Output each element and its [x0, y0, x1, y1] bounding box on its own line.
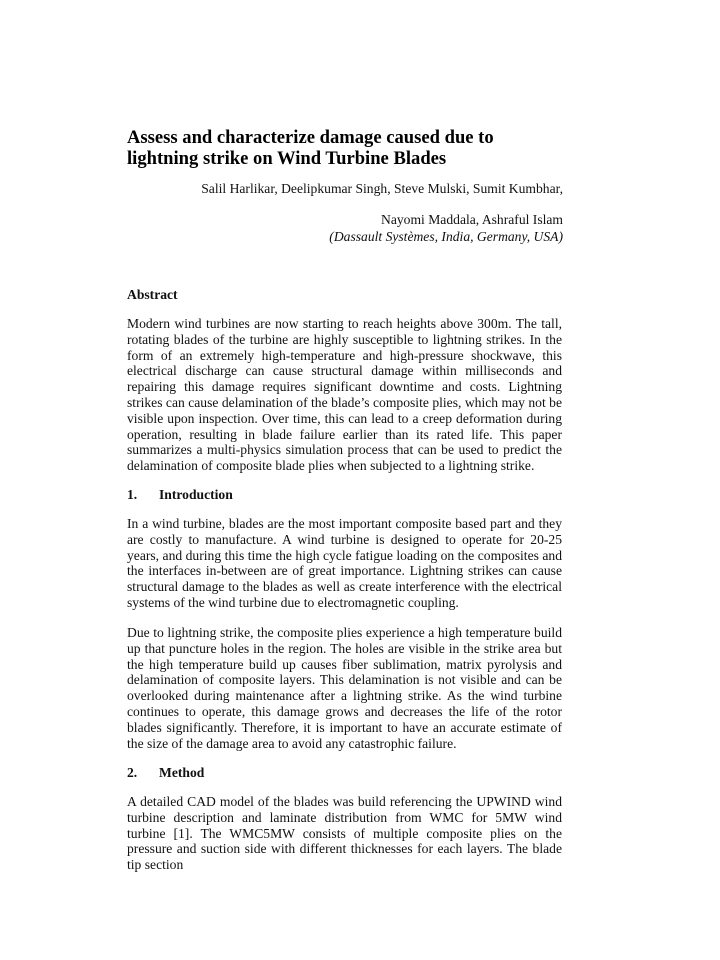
section-title: Method: [159, 765, 205, 780]
authors-line-2: Nayomi Maddala, Ashraful Islam: [381, 212, 563, 227]
section-heading-introduction: [127, 486, 233, 503]
abstract-text: Modern wind turbines are now starting to reach heights above 300m. The tall, rotating blades of the turbine are highly susceptible to lightning strikes. In the form of an extremely high-temperature and high-pressure shockwave, this electrical discharge can cause structural damage within milliseconds and repairing this damage requires significant downtime and costs. Lightning strikes can cause delamination of the blade’s composite plies, which may not be visible upon inspection. Over time, this can lead to a creep deformation during operation, resulting in blade failure earlier than its rated life. This paper summarizes a multi-physics simulation process that can be used to predict the delamination of composite blade plies when subjected to a lightning strike.: [127, 316, 562, 474]
affiliation: (Dassault Systèmes, India, Germany, USA): [329, 229, 563, 244]
authors-line-1: Salil Harlikar, Deelipkumar Singh, Steve Mulski, Sumit Kumbhar,: [201, 181, 563, 196]
section-number: 2.: [127, 765, 138, 780]
section-title: Introduction: [159, 487, 233, 502]
introduction-paragraph-1: In a wind turbine, blades are the most important composite based part and they are costly to manufacture. A wind turbine is designed to operate for 20-25 years, and during this time the high cycle fatigue loading on the composites and the interfaces in-between are of great importance. Lightning strikes can cause structural damage to the blades as well as create interference with the electrical systems of the wind turbine due to electromagnetic coupling.: [127, 516, 562, 610]
section-number: 1.: [127, 487, 138, 502]
section-heading-method: [127, 764, 204, 781]
abstract-heading: Abstract: [127, 287, 178, 302]
method-paragraph-1: A detailed CAD model of the blades was build referencing the UPWIND wind turbine description and laminate distribution from WMC for 5MW wind turbine [1]. The WMC5MW consists of multiple composite plies on the pressure and suction side with different thicknesses for each layers. The blade tip section: [127, 794, 562, 873]
introduction-paragraph-2: Due to lightning strike, the composite plies experience a high temperature build up that puncture holes in the region. The holes are visible in the strike area but the high temperature build up causes fiber sublimation, matrix pyrolysis and delamination of composite layers. This delamination is not visible and can be overlooked during maintenance after a lightning strike. As the wind turbine continues to operate, this damage grows and decreases the life of the rotor blades significantly. Therefore, it is important to have an accurate estimate of the size of the damage area to avoid any catastrophic failure.: [127, 625, 562, 751]
paper-title: Assess and characterize damage caused due to lightning strike on Wind Turbine Blades: [127, 127, 494, 169]
